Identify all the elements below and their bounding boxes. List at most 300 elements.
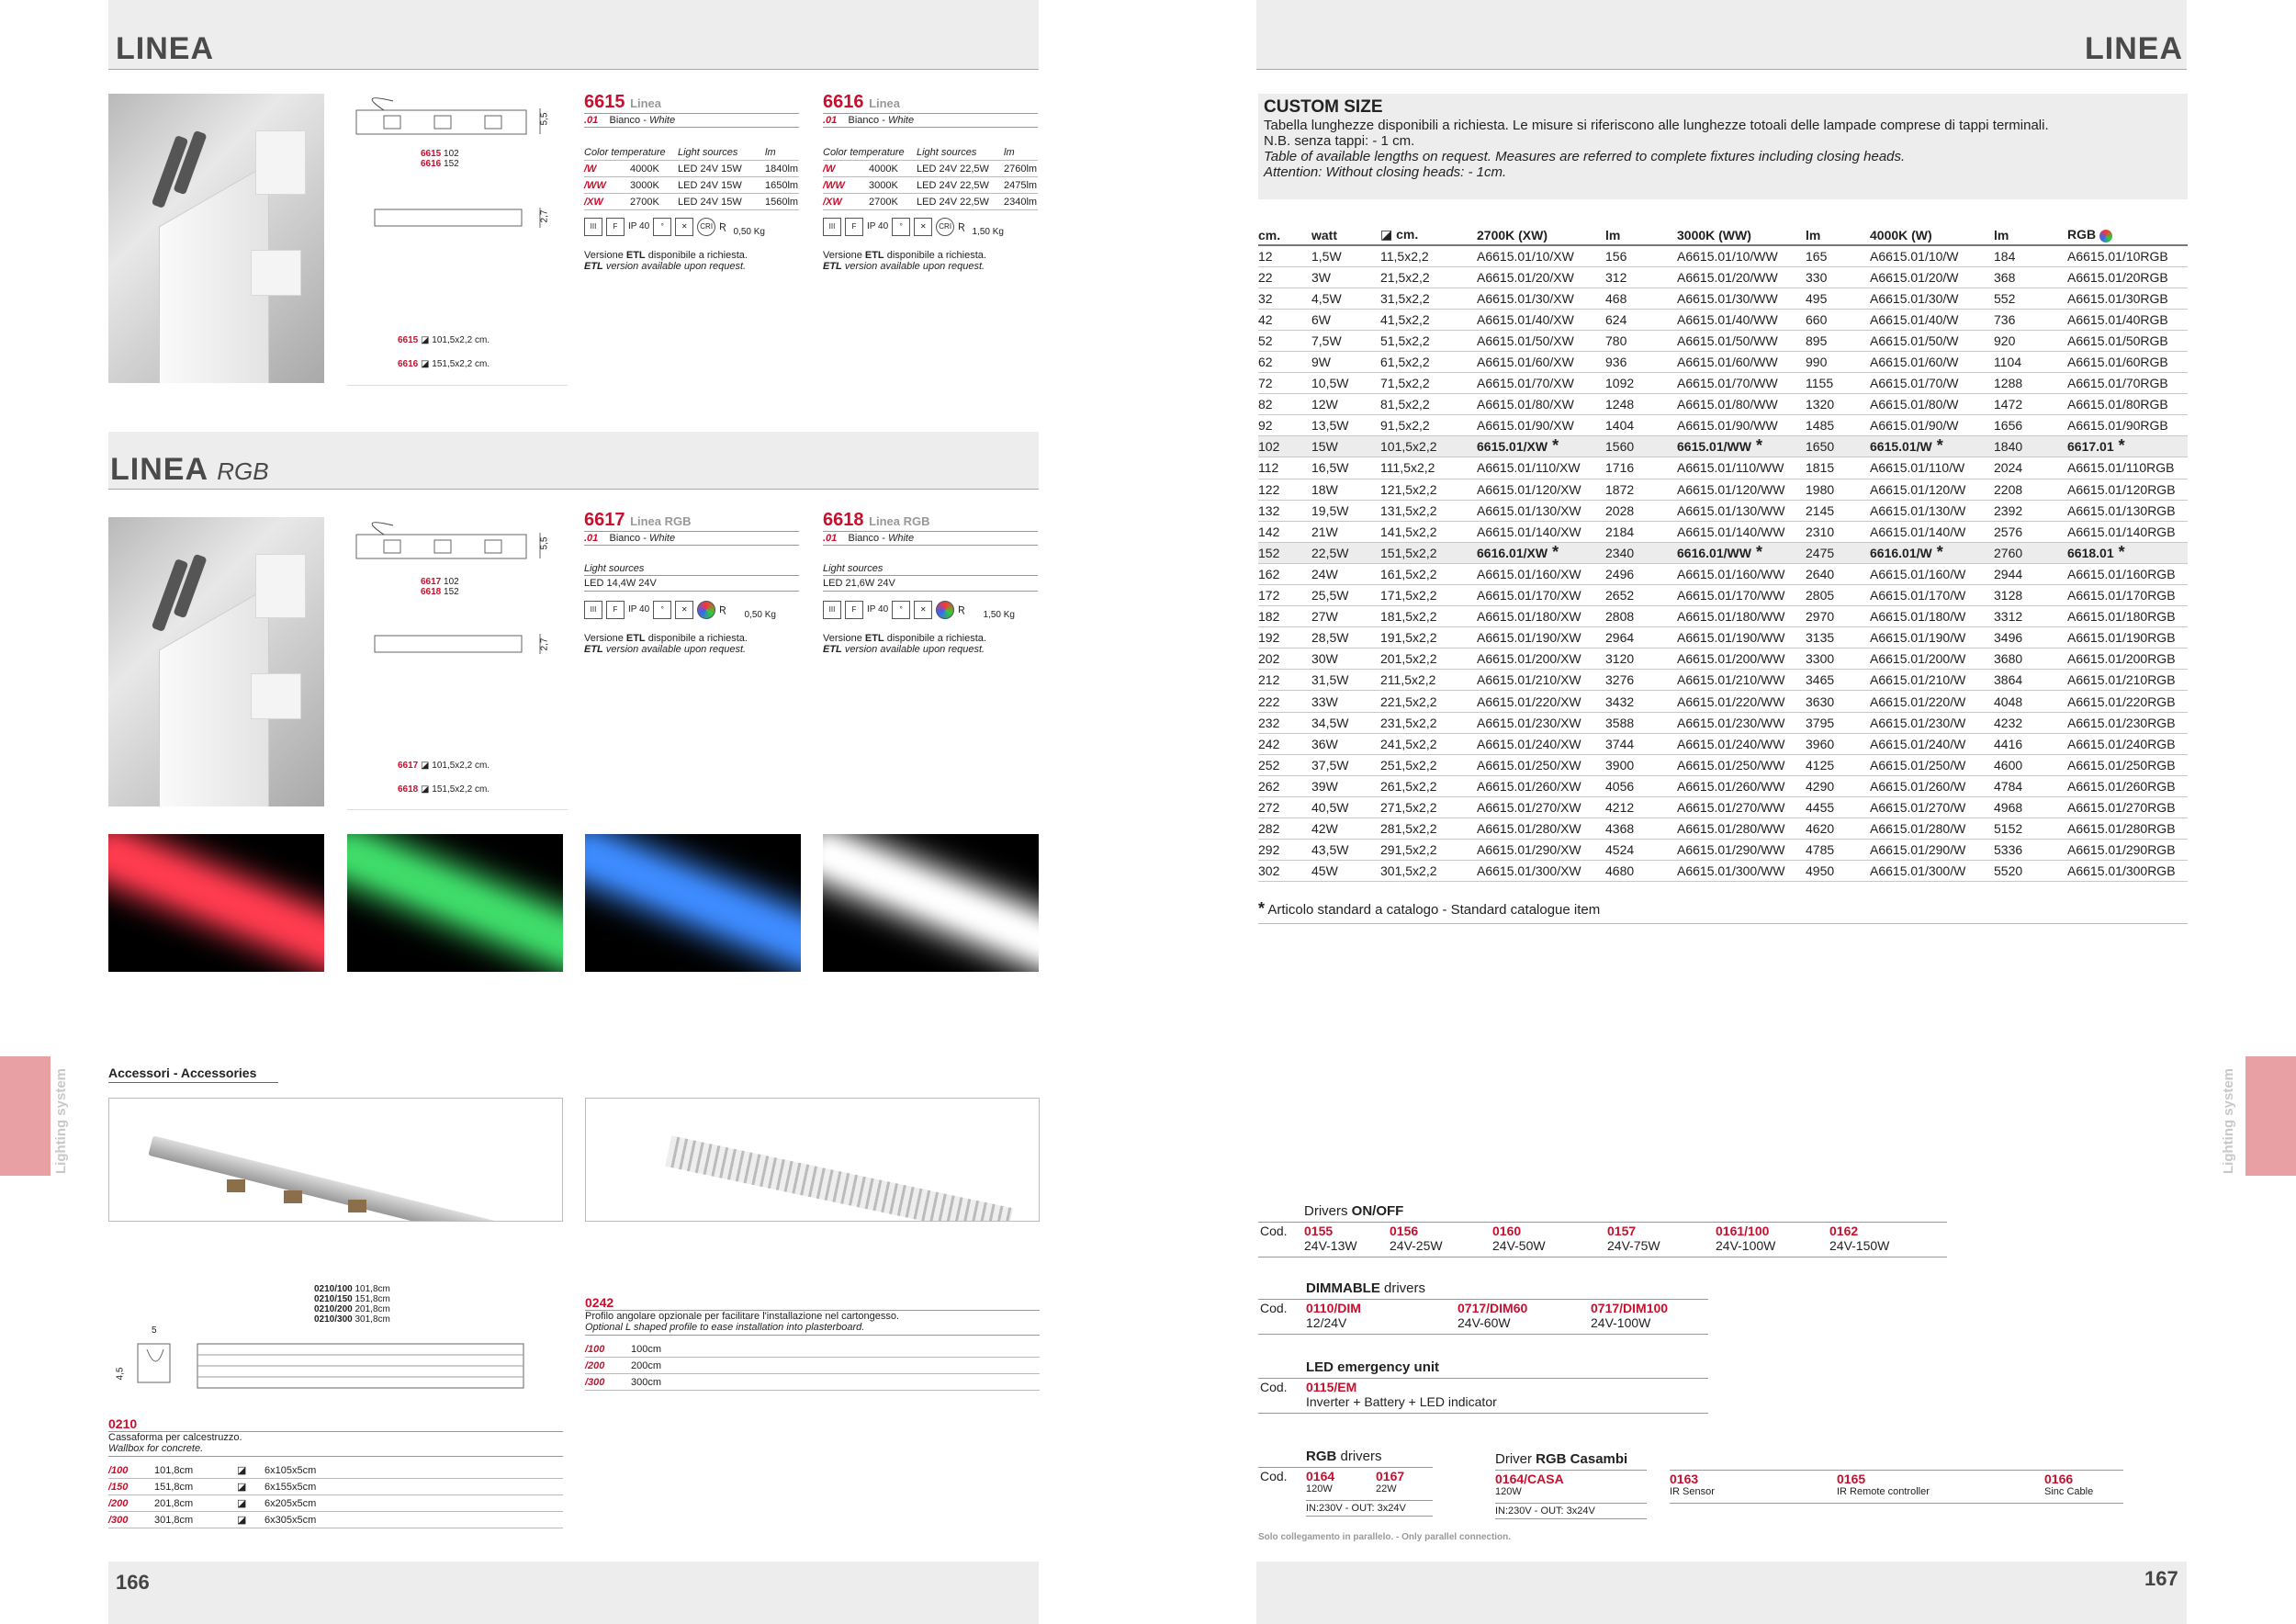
table-cell: A6615.01/210/XW: [1477, 670, 1605, 691]
table-cell: 2576: [1994, 521, 2067, 542]
table-row: [1258, 627, 2188, 648]
table-cell: 4785: [1806, 840, 1870, 861]
table-cell: 9W: [1311, 351, 1380, 372]
table-row: [1258, 606, 2188, 627]
rgb-drivers: RGB drivers Cod. 0164 120W 0167 22W IN:230V - OUT: 3x24V: [1258, 1447, 1433, 1522]
table-cell: A6615.01/300RGB: [2067, 861, 2188, 882]
table-cell: A6615.01/240/WW: [1677, 733, 1806, 754]
table-cell: 6618.01 *: [2067, 542, 2188, 563]
table-cell: A6615.01/110/W: [1870, 457, 1994, 479]
drivers-onoff: Drivers ON/OFF Cod. 0155 24V-13W 0156 24V-25W 0160 24V-50W 0157 24V-75W 0161/100 24V-100W 0162 24V-150W: [1258, 1201, 1947, 1258]
table-cell: 162: [1258, 563, 1311, 584]
table-cell: A6615.01/120RGB: [2067, 479, 2188, 500]
table-cell: A6615.01/130/XW: [1477, 500, 1605, 521]
table-cell: A6615.01/90/W: [1870, 415, 1994, 436]
table-cell: 4056: [1605, 775, 1677, 796]
glow-photo-green: [347, 834, 563, 972]
table-cell: 736: [1994, 309, 2067, 330]
f-mark-icon: F: [845, 601, 863, 619]
table-cell: 82: [1258, 394, 1311, 415]
table-cell: A6615.01/220/XW: [1477, 691, 1605, 712]
table-cell: A6615.01/160/XW: [1477, 563, 1605, 584]
table-cell: 895: [1806, 330, 1870, 351]
table-cell: A6615.01/90/XW: [1477, 415, 1605, 436]
table-cell: A6615.01/90RGB: [2067, 415, 2188, 436]
table-cell: A6615.01/200/WW: [1677, 648, 1806, 670]
table-cell: 61,5x2,2: [1380, 351, 1477, 372]
table-cell: 1650: [1806, 436, 1870, 457]
table-cell: 52: [1258, 330, 1311, 351]
table-row: [1258, 840, 2188, 861]
table-cell: 1288: [1994, 373, 2067, 394]
table-cell: 330: [1806, 266, 1870, 288]
spec-row: /WW 3000K LED 24V 15W 1650lm: [584, 177, 799, 194]
class-iii-icon: III: [584, 218, 602, 236]
glow-photo-white: [823, 834, 1039, 972]
table-cell: 34,5W: [1311, 712, 1380, 733]
star-icon: *: [1750, 542, 1762, 561]
table-cell: A6615.01/280/XW: [1477, 818, 1605, 840]
table-cell: 936: [1605, 351, 1677, 372]
table-cell: A6615.01/20/XW: [1477, 266, 1605, 288]
glow-beam: [347, 834, 563, 968]
table-cell: 495: [1806, 288, 1870, 309]
table-cell: 4125: [1806, 754, 1870, 775]
table-row: [1258, 373, 2188, 394]
table-cell: A6615.01/230/WW: [1677, 712, 1806, 733]
star-icon: *: [2113, 542, 2125, 561]
table-cell: A6615.01/40RGB: [2067, 309, 2188, 330]
no-bin-icon: ✕: [914, 218, 932, 236]
linea-rgb-tech-drawing: [347, 516, 568, 810]
table-row: [1258, 266, 2188, 288]
table-cell: A6615.01/220/W: [1870, 691, 1994, 712]
table-cell: 3276: [1605, 670, 1677, 691]
table-cell: A6615.01/280/WW: [1677, 818, 1806, 840]
table-cell: 4290: [1806, 775, 1870, 796]
table-cell: 3312: [1994, 606, 2067, 627]
table-cell: 33W: [1311, 691, 1380, 712]
left-header-rule: [108, 69, 1039, 70]
glow-beam: [823, 834, 1039, 968]
rgb-casambi-driver: Driver RGB Casambi 0164/CASA 120W IN:230V - OUT: 3x24V: [1495, 1449, 1647, 1525]
table-cell: 3135: [1806, 627, 1870, 648]
table-row: [1258, 754, 2188, 775]
table-cell: 2028: [1605, 500, 1677, 521]
table-cell: 151,5x2,2: [1380, 542, 1477, 563]
table-cell: 262: [1258, 775, 1311, 796]
table-cell: 3744: [1605, 733, 1677, 754]
table-cell: 3900: [1605, 754, 1677, 775]
table-row: [1258, 415, 2188, 436]
table-cell: 2392: [1994, 500, 2067, 521]
table-cell: A6615.01/300/XW: [1477, 861, 1605, 882]
beam-angle-icon: °: [892, 601, 910, 619]
table-cell: 111,5x2,2: [1380, 457, 1477, 479]
table-cell: A6615.01/180/XW: [1477, 606, 1605, 627]
table-cell: 6615.01/WW *: [1677, 436, 1806, 457]
table-cell: 312: [1605, 266, 1677, 288]
table-cell: 4600: [1994, 754, 2067, 775]
f-mark-icon: F: [845, 218, 863, 236]
table-row: [1258, 500, 2188, 521]
table-cell: 368: [1994, 266, 2067, 288]
wallbox-dim-width: 5: [152, 1325, 157, 1336]
table-cell: 12W: [1311, 394, 1380, 415]
no-bin-icon: ✕: [675, 218, 693, 236]
table-cell: 231,5x2,2: [1380, 712, 1477, 733]
table-cell: 4620: [1806, 818, 1870, 840]
table-cell: 16,5W: [1311, 457, 1380, 479]
table-cell: A6615.01/210RGB: [2067, 670, 2188, 691]
table-cell: A6615.01/60/XW: [1477, 351, 1605, 372]
table-cell: 1485: [1806, 415, 1870, 436]
table-cell: 42W: [1311, 818, 1380, 840]
table-cell: 131,5x2,2: [1380, 500, 1477, 521]
size-icon: ◪: [421, 335, 430, 345]
table-cell: 552: [1994, 288, 2067, 309]
class-iii-icon: III: [584, 601, 602, 619]
table-cell: 2970: [1806, 606, 1870, 627]
table-cell: A6615.01/230/W: [1870, 712, 1994, 733]
table-cell: A6615.01/250/WW: [1677, 754, 1806, 775]
linea-width-dim: 2,7: [539, 209, 550, 223]
f-mark-icon: F: [606, 601, 625, 619]
table-cell: A6615.01/200/XW: [1477, 648, 1605, 670]
star-icon: *: [2113, 436, 2125, 456]
table-cell: A6615.01/200/W: [1870, 648, 1994, 670]
table-cell: A6615.01/50RGB: [2067, 330, 2188, 351]
table-cell: A6615.01/190/WW: [1677, 627, 1806, 648]
table-cell: 212: [1258, 670, 1311, 691]
table-cell: 4524: [1605, 840, 1677, 861]
table-cell: 3496: [1994, 627, 2067, 648]
table-cell: A6615.01/190/W: [1870, 627, 1994, 648]
table-cell: A6615.01/110RGB: [2067, 457, 2188, 479]
table-row: [1258, 670, 2188, 691]
table-cell: 1248: [1605, 394, 1677, 415]
spec-row: /300 301,8cm ◪ 6x305x5cm: [108, 1512, 563, 1528]
no-bin-icon: ✕: [914, 601, 932, 619]
table-cell: 272: [1258, 796, 1311, 818]
table-cell: A6615.01/60/W: [1870, 351, 1994, 372]
cri-icon: CRI: [936, 218, 954, 236]
table-cell: 122: [1258, 479, 1311, 500]
linea-sizes: 6615 ◪ 101,5x2,2 cm. 6616 ◪ 151,5x2,2 cm.: [398, 335, 490, 369]
star-icon: *: [1750, 436, 1762, 456]
linea-rgb-product-photo: [108, 517, 324, 806]
table-cell: 4416: [1994, 733, 2067, 754]
table-cell: A6615.01/250RGB: [2067, 754, 2188, 775]
table-cell: 1815: [1806, 457, 1870, 479]
table-cell: 202: [1258, 648, 1311, 670]
table-cell: A6615.01/230/XW: [1477, 712, 1605, 733]
table-cell: 222: [1258, 691, 1311, 712]
table-cell: 4968: [1994, 796, 2067, 818]
table-row: [1258, 245, 2188, 266]
table-cell: 3W: [1311, 266, 1380, 288]
table-cell: A6615.01/180/W: [1870, 606, 1994, 627]
table-cell: 242: [1258, 733, 1311, 754]
table-cell: 4455: [1806, 796, 1870, 818]
wallbox-dim-height: 4,5: [115, 1367, 126, 1381]
table-cell: A6615.01/30RGB: [2067, 288, 2188, 309]
table-cell: A6615.01/170RGB: [2067, 585, 2188, 606]
table-cell: 91,5x2,2: [1380, 415, 1477, 436]
table-cell: A6615.01/80/WW: [1677, 394, 1806, 415]
table-cell: 302: [1258, 861, 1311, 882]
table-cell: A6615.01/60/WW: [1677, 351, 1806, 372]
size-icon: ◪: [421, 359, 430, 369]
linea-code-lengths: 6615 102 6616 152: [421, 149, 459, 169]
table-cell: A6615.01/190/XW: [1477, 627, 1605, 648]
table-cell: A6615.01/140RGB: [2067, 521, 2188, 542]
table-cell: 2760: [1994, 542, 2067, 563]
table-cell: 3465: [1806, 670, 1870, 691]
table-cell: A6615.01/300/W: [1870, 861, 1994, 882]
certification-icons: III F IP 40 ° ✕ CRI Ʀ 1,50 Kg: [823, 216, 1038, 237]
table-cell: 624: [1605, 309, 1677, 330]
size-icon: ◪: [421, 784, 430, 795]
table-cell: A6615.01/40/W: [1870, 309, 1994, 330]
beam-angle-icon: °: [653, 218, 671, 236]
table-cell: 11,5x2,2: [1380, 245, 1477, 266]
table-cell: A6615.01/270/W: [1870, 796, 1994, 818]
table-cell: A6615.01/280/W: [1870, 818, 1994, 840]
rgb-sizes: 6617 ◪ 101,5x2,2 cm. 6618 ◪ 151,5x2,2 cm.: [398, 761, 490, 795]
right-side-label: Lighting system: [2221, 1067, 2236, 1174]
table-row: [1258, 861, 2188, 882]
table-cell: 252: [1258, 754, 1311, 775]
table-cell: 81,5x2,2: [1380, 394, 1477, 415]
table-cell: A6615.01/160/WW: [1677, 563, 1806, 584]
table-cell: 25,5W: [1311, 585, 1380, 606]
table-cell: 2208: [1994, 479, 2067, 500]
table-cell: 72: [1258, 373, 1311, 394]
table-cell: A6615.01/190RGB: [2067, 627, 2188, 648]
table-cell: 31,5x2,2: [1380, 288, 1477, 309]
star-icon: *: [1258, 899, 1266, 918]
product-spec-6618: 6618 Linea RGB .01 Bianco - White Light sources LED 21,6W 24V III F IP 40 ° ✕ Ʀ 1,50 Kg Versione ETL disponibile a richiesta. ETL version available upon request.: [823, 510, 1038, 655]
profile-photo: [585, 1098, 1040, 1222]
certification-icons: III F IP 40 ° ✕ Ʀ 0,50 Kg: [584, 599, 799, 620]
table-cell: 6616.01/WW *: [1677, 542, 1806, 563]
drivers-dimmable: DIMMABLE drivers Cod. 0110/DIM 12/24V 0717/DIM60 24V-60W 0717/DIM100 24V-100W: [1258, 1279, 1708, 1336]
table-cell: 1472: [1994, 394, 2067, 415]
r-mark-icon: Ʀ: [958, 603, 965, 615]
table-row: [1258, 712, 2188, 733]
table-cell: A6615.01/10RGB: [2067, 245, 2188, 266]
table-cell: 2145: [1806, 500, 1870, 521]
r-mark-icon: Ʀ: [719, 603, 726, 615]
spec-row: /150 151,8cm ◪ 6x155x5cm: [108, 1479, 563, 1495]
rgb-icon: [2099, 230, 2112, 242]
table-row: [1258, 733, 2188, 754]
table-cell: 2652: [1605, 585, 1677, 606]
table-cell: 1560: [1605, 436, 1677, 457]
table-cell: A6615.01/70/XW: [1477, 373, 1605, 394]
table-cell: A6615.01/20RGB: [2067, 266, 2188, 288]
right-side-tab: [2245, 1056, 2296, 1176]
table-cell: A6615.01/270RGB: [2067, 796, 2188, 818]
table-cell: A6615.01/270/WW: [1677, 796, 1806, 818]
wallbox-spec: 0210 Cassaforma per calcestruzzo. Wallbox for concrete. /100 101,8cm ◪ 6x105x5cm /150 151,8cm ◪ 6x155x5cm /200 201,8cm ◪ 6x205x5cm /300 301,8cm ◪ 6x305x5cm: [108, 1416, 563, 1528]
rgb-code-lengths: 6617 102 6618 152: [421, 577, 459, 597]
table-cell: 13,5W: [1311, 415, 1380, 436]
table-cell: A6615.01/130RGB: [2067, 500, 2188, 521]
table-row: [1258, 479, 2188, 500]
table-cell: A6615.01/30/W: [1870, 288, 1994, 309]
table-cell: 171,5x2,2: [1380, 585, 1477, 606]
star-icon: *: [1931, 436, 1943, 456]
table-cell: 132: [1258, 500, 1311, 521]
spec-row: /200 201,8cm ◪ 6x205x5cm: [108, 1495, 563, 1512]
spec-row: /W 4000K LED 24V 22,5W 2760lm: [823, 161, 1038, 177]
linea-product-photo: [108, 94, 324, 383]
class-iii-icon: III: [823, 218, 841, 236]
table-cell: A6615.01/110/XW: [1477, 457, 1605, 479]
accessories-title: Accessori - Accessories: [108, 1066, 257, 1080]
table-cell: A6615.01/160/W: [1870, 563, 1994, 584]
table-cell: A6615.01/130/WW: [1677, 500, 1806, 521]
table-cell: 32: [1258, 288, 1311, 309]
table-cell: 5520: [1994, 861, 2067, 882]
table-cell: A6615.01/260/XW: [1477, 775, 1605, 796]
table-cell: 3630: [1806, 691, 1870, 712]
table-cell: 30W: [1311, 648, 1380, 670]
table-footnote: * Articolo standard a catalogo - Standard catalogue item: [1258, 902, 2188, 924]
table-row: [1258, 394, 2188, 415]
table-cell: 3120: [1605, 648, 1677, 670]
table-cell: 3960: [1806, 733, 1870, 754]
table-cell: 18W: [1311, 479, 1380, 500]
rgb-height-dim: 5,5: [539, 536, 550, 550]
product-spec-6615: 6615 Linea .01 Bianco - White Color temperature Light sources lm /W 4000K LED 24V 15W 1840lm /WW 3000K LED 24V 15W 1650lm /XW 2700K LED 24V 15W 1560lm III F IP 40 ° ✕ CRI Ʀ 0,50 Kg Versione ETL disponibile a richiesta. ETL version available upon request.: [584, 92, 799, 272]
table-cell: A6615.01/230RGB: [2067, 712, 2188, 733]
box-size-icon: ◪: [237, 1498, 247, 1509]
table-cell: A6615.01/90/WW: [1677, 415, 1806, 436]
table-cell: A6615.01/70/W: [1870, 373, 1994, 394]
table-cell: A6615.01/240/XW: [1477, 733, 1605, 754]
table-cell: A6615.01/220RGB: [2067, 691, 2188, 712]
table-cell: 43,5W: [1311, 840, 1380, 861]
table-cell: 45W: [1311, 861, 1380, 882]
table-cell: A6615.01/50/XW: [1477, 330, 1605, 351]
table-cell: 152: [1258, 542, 1311, 563]
box-size-icon: ◪: [237, 1482, 247, 1493]
led-emergency: LED emergency unit Cod. 0115/EM Inverter + Battery + LED indicator: [1258, 1358, 1708, 1415]
table-cell: 1840: [1994, 436, 2067, 457]
table-cell: 4232: [1994, 712, 2067, 733]
table-cell: A6615.01/290/W: [1870, 840, 1994, 861]
table-cell: 3588: [1605, 712, 1677, 733]
table-cell: 282: [1258, 818, 1311, 840]
glow-photo-blue: [585, 834, 801, 972]
table-cell: A6615.01/170/XW: [1477, 585, 1605, 606]
cri-icon: CRI: [697, 218, 715, 236]
size-icon: ◪: [421, 761, 430, 771]
rgb-icon: [697, 601, 715, 619]
spec-row: /WW 3000K LED 24V 22,5W 2475lm: [823, 177, 1038, 194]
size-icon: ◪: [1380, 227, 1393, 242]
no-bin-icon: ✕: [675, 601, 693, 619]
table-cell: 165: [1806, 245, 1870, 266]
table-cell: A6615.01/80/W: [1870, 394, 1994, 415]
glow-beam: [108, 834, 324, 968]
table-cell: A6615.01/250/XW: [1477, 754, 1605, 775]
table-cell: A6615.01/70/WW: [1677, 373, 1806, 394]
table-cell: 142: [1258, 521, 1311, 542]
table-cell: 1320: [1806, 394, 1870, 415]
table-cell: 4784: [1994, 775, 2067, 796]
spec-row: /100 101,8cm ◪ 6x105x5cm: [108, 1462, 563, 1479]
table-cell: 2805: [1806, 585, 1870, 606]
table-cell: 1092: [1605, 373, 1677, 394]
wallbox-drawing: [129, 1336, 533, 1401]
table-cell: 37,5W: [1311, 754, 1380, 775]
table-cell: 22,5W: [1311, 542, 1380, 563]
left-side-tab: [0, 1056, 51, 1176]
table-cell: A6615.01/180RGB: [2067, 606, 2188, 627]
table-cell: A6615.01/170/W: [1870, 585, 1994, 606]
table-cell: 6617.01 *: [2067, 436, 2188, 457]
table-cell: 292: [1258, 840, 1311, 861]
rgb-width-dim: 2,7: [539, 637, 550, 651]
table-cell: 191,5x2,2: [1380, 627, 1477, 648]
table-cell: 5336: [1994, 840, 2067, 861]
table-row: [1258, 542, 2188, 563]
linea-rgb-title: LINEA RGB: [110, 452, 269, 487]
table-cell: 2475: [1806, 542, 1870, 563]
table-cell: A6615.01/290/XW: [1477, 840, 1605, 861]
r-mark-icon: Ʀ: [958, 220, 965, 232]
table-cell: 6615.01/W *: [1870, 436, 1994, 457]
profile-spec: 0242 Profilo angolare opzionale per facilitare l'installazione nel cartongesso. Optional L shaped profile to ease installation into plasterboard. /100 100cm /200 200cm /300 300cm: [585, 1295, 1040, 1391]
left-header-bar: [108, 0, 1039, 69]
table-cell: A6615.01/300/WW: [1677, 861, 1806, 882]
table-cell: 21W: [1311, 521, 1380, 542]
table-cell: 1404: [1605, 415, 1677, 436]
table-cell: 6616.01/W *: [1870, 542, 1994, 563]
table-cell: 101,5x2,2: [1380, 436, 1477, 457]
left-brand-title: LINEA: [116, 31, 214, 66]
table-cell: 40,5W: [1311, 796, 1380, 818]
certification-icons: III F IP 40 ° ✕ Ʀ 1,50 Kg: [823, 599, 1038, 620]
table-cell: 2964: [1605, 627, 1677, 648]
table-row: [1258, 330, 2188, 351]
table-cell: A6615.01/120/W: [1870, 479, 1994, 500]
table-cell: A6615.01/10/W: [1870, 245, 1994, 266]
table-cell: 1872: [1605, 479, 1677, 500]
custom-size-title: CUSTOM SIZE: [1264, 97, 1383, 117]
table-row: [1258, 818, 2188, 840]
table-cell: A6615.01/130/W: [1870, 500, 1994, 521]
table-cell: 28,5W: [1311, 627, 1380, 648]
table-cell: 10,5W: [1311, 373, 1380, 394]
table-cell: A6615.01/260/W: [1870, 775, 1994, 796]
table-cell: A6615.01/10/XW: [1477, 245, 1605, 266]
table-cell: 172: [1258, 585, 1311, 606]
table-cell: 22: [1258, 266, 1311, 288]
table-cell: 2340: [1605, 542, 1677, 563]
table-cell: 24W: [1311, 563, 1380, 584]
table-cell: 4950: [1806, 861, 1870, 882]
table-cell: A6615.01/120/XW: [1477, 479, 1605, 500]
table-cell: 19,5W: [1311, 500, 1380, 521]
table-cell: A6615.01/240RGB: [2067, 733, 2188, 754]
table-cell: 1155: [1806, 373, 1870, 394]
spec-row: /100 100cm: [585, 1341, 1040, 1358]
